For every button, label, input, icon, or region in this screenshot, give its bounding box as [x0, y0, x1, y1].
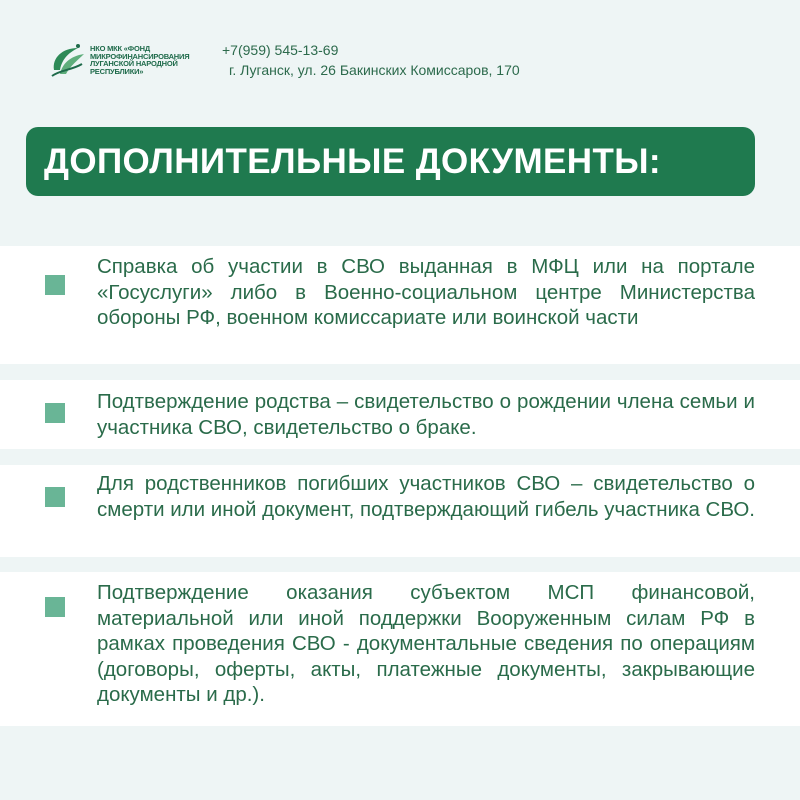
leaf-swirl-logo-icon	[48, 40, 88, 80]
list-item-text: Справка об участии в СВО выданная в МФЦ или на портале «Госуслуги» либо в Военно-социальном центре Министерства обороны РФ, военном комиссариате или воинской части	[97, 255, 755, 329]
list-item-text: Подтверждение оказания субъектом МСП финансовой, материальной или иной поддержки Вооруженным силам РФ в рамках проведения СВО - документальные сведения по операциям (договоры, оферты, акты, платежные документы, закрывающие документы и др.).	[97, 581, 755, 706]
contacts	[222, 40, 520, 80]
list-item	[0, 465, 800, 557]
square-bullet-icon	[45, 403, 65, 423]
square-bullet-icon	[45, 487, 65, 507]
list-item	[0, 572, 800, 726]
list-item	[0, 380, 800, 449]
header	[0, 0, 800, 110]
phone-number[interactable]: +7(959) 545-13-69	[222, 42, 339, 58]
org-name	[90, 45, 210, 75]
list-item	[0, 246, 800, 364]
org-name-line: МИКРОФИНАНСИРОВАНИЯ	[90, 51, 190, 61]
list-item-text: Подтверждение родства – свидетельство о рождении члена семьи и участника СВО, свидетельство о браке.	[97, 390, 755, 439]
address: г. Луганск, ул. 26 Бакинских Комиссаров, 170	[229, 62, 520, 78]
square-bullet-icon	[45, 275, 65, 295]
title-banner	[26, 127, 755, 196]
org-name-line: НКО МКК «ФОНД	[90, 44, 150, 53]
org-name-line: ЛУГАНСКОЙ НАРОДНОЙ	[90, 59, 178, 68]
org-name-line: РЕСПУБЛИКИ»	[90, 66, 144, 76]
list-item-text: Для родственников погибших участников СВО – свидетельство о смерти или иной документ, подтверждающий гибель участника СВО.	[97, 472, 755, 521]
square-bullet-icon	[45, 597, 65, 617]
page-title: ДОПОЛНИТЕЛЬНЫЕ ДОКУМЕНТЫ:	[44, 141, 661, 181]
